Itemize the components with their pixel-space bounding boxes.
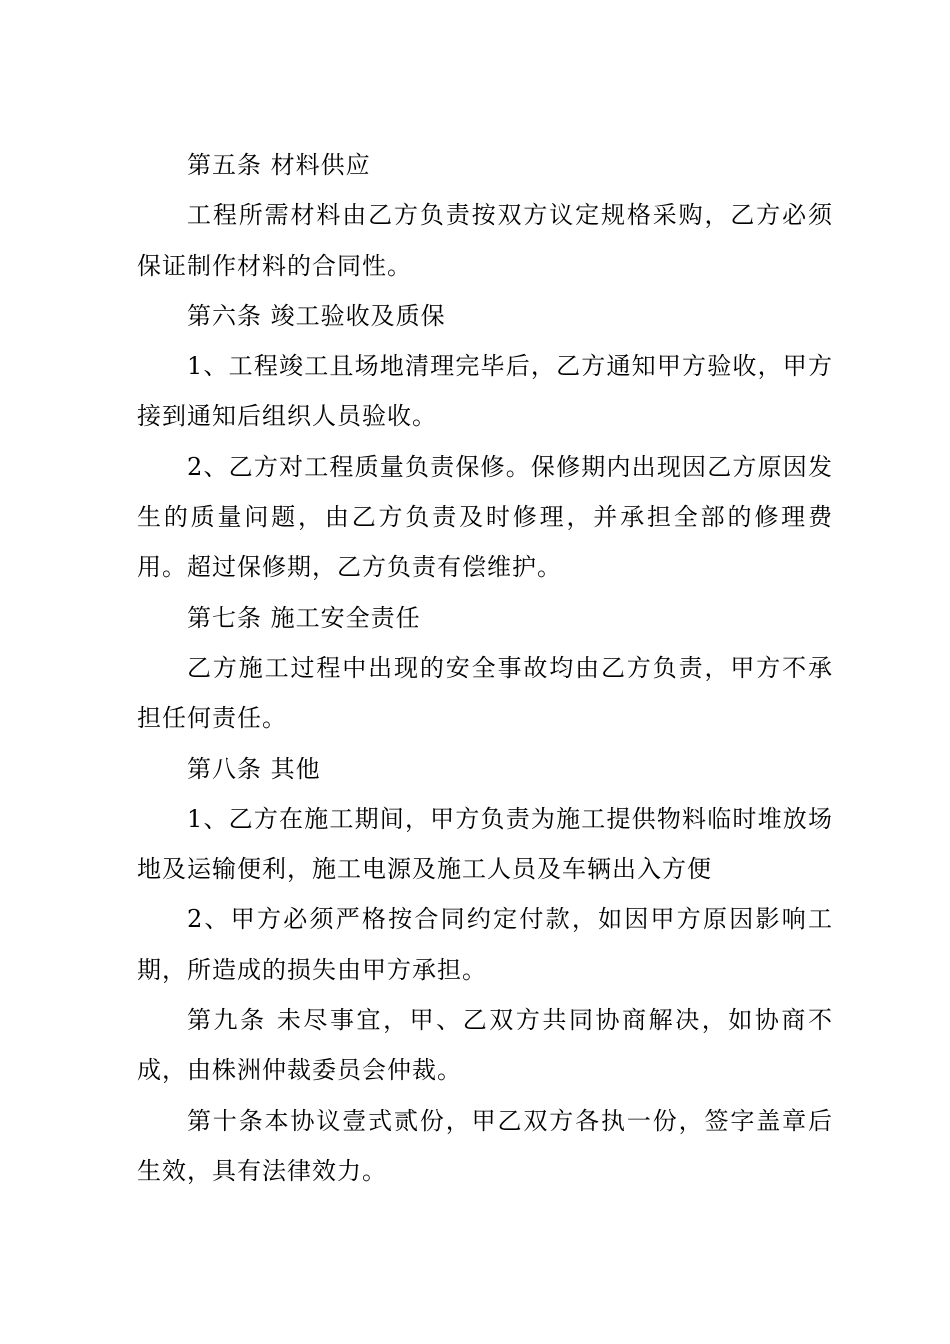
article-6-item-2: 2、乙方对工程质量负责保修。保修期内出现因乙方原因发生的质量问题，由乙方负责及时修理，并承担全部的修理费用。超过保修期，乙方负责有偿维护。 [137,452,833,582]
article-8-item-1: 1、乙方在施工期间，甲方负责为施工提供物料临时堆放场地及运输便利，施工电源及施工人员及车辆出入方便 [137,804,833,884]
article-8-heading: 第八条 其他 [187,754,321,783]
article-10-text: 第十条本协议壹式贰份，甲乙双方各执一份，签字盖章后生效，具有法律效力。 [137,1106,833,1185]
article-7-text: 乙方施工过程中出现的安全事故均由乙方负责，甲方不承担任何责任。 [137,653,833,733]
article-7-heading: 第七条 施工安全责任 [187,603,421,632]
article-5-heading: 第五条 材料供应 [187,151,371,179]
article-6-item-1: 1、工程竣工且场地清理完毕后，乙方通知甲方验收，甲方接到通知后组织人员验收。 [137,352,833,431]
article-9-text: 第九条 未尽事宜，甲、乙双方共同协商解决，如协商不成，由株洲仲裁委员会仲裁。 [137,1006,833,1085]
article-5-text: 工程所需材料由乙方负责按双方议定规格采购，乙方必须保证制作材料的合同性。 [137,201,833,280]
article-8-item-2: 2、甲方必须严格按合同约定付款，如因甲方原因影响工期，所造成的损失由甲方承担。 [137,905,833,984]
document-body [137,140,833,1196]
article-6-heading: 第六条 竣工验收及质保 [187,301,446,330]
